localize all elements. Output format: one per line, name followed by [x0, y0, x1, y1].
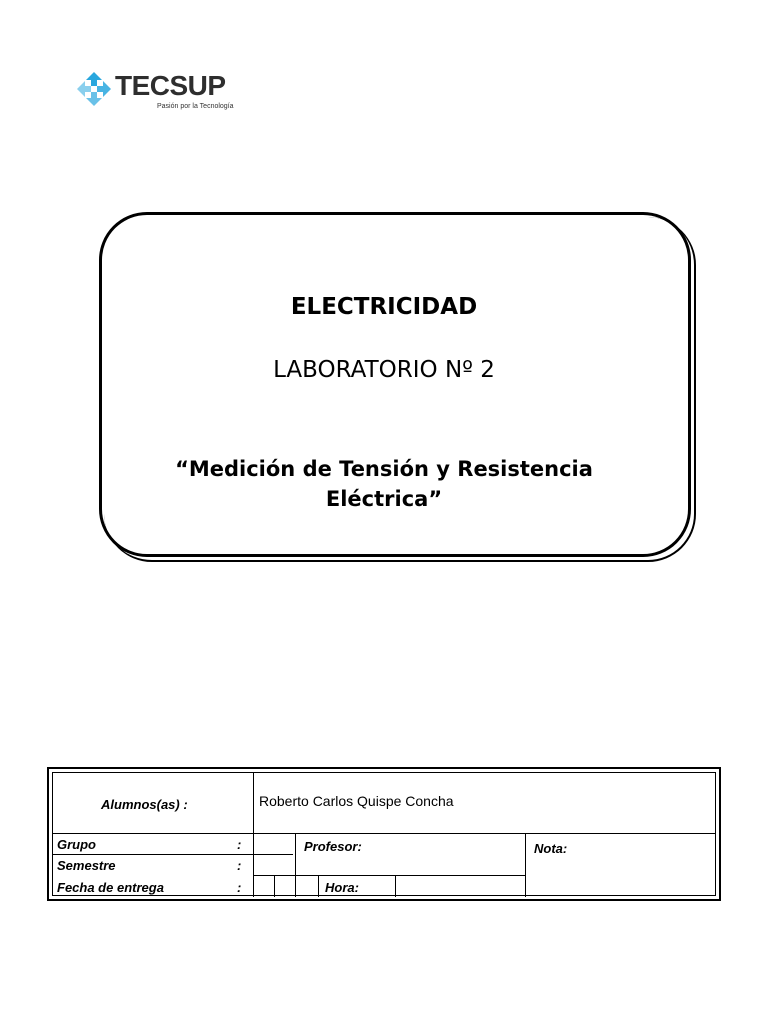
tecsup-logo [75, 66, 235, 114]
table-col-divider [253, 773, 254, 897]
due-date-label: Fecha de entrega [57, 880, 164, 895]
teacher-label: Profesor: [304, 839, 362, 854]
course-title: ELECTRICIDAD [290, 294, 478, 320]
group-colon: : [237, 837, 242, 852]
logo-wordmark: TECSUP [115, 70, 226, 101]
table-row-divider [53, 833, 715, 834]
due-date-colon: : [237, 880, 242, 895]
lab-subject-line-2: Eléctrica” [325, 487, 443, 511]
table-col-divider [274, 875, 275, 897]
time-label: Hora: [325, 880, 359, 895]
semester-colon: : [237, 858, 242, 873]
students-label: Alumnos(as) : [101, 797, 188, 812]
student-info-table [47, 767, 721, 901]
table-row-divider [253, 875, 525, 876]
table-row-divider [53, 854, 293, 855]
table-col-divider [295, 833, 296, 897]
tecsup-emblem-icon [75, 70, 113, 108]
lab-subject [130, 454, 638, 514]
semester-label: Semestre [57, 858, 116, 873]
table-col-divider [525, 833, 526, 897]
lab-subject-line-1: “Medición de Tensión y Resistencia [175, 457, 593, 481]
table-col-divider [395, 875, 396, 897]
grade-label: Nota: [534, 841, 568, 856]
students-value: Roberto Carlos Quispe Concha [259, 793, 454, 809]
logo-tagline: Pasión por la Tecnología [157, 103, 234, 110]
lab-number: LABORATORIO Nº 2 [273, 357, 495, 383]
student-info-table-inner [52, 772, 716, 896]
table-col-divider [318, 875, 319, 897]
group-label: Grupo [57, 837, 96, 852]
